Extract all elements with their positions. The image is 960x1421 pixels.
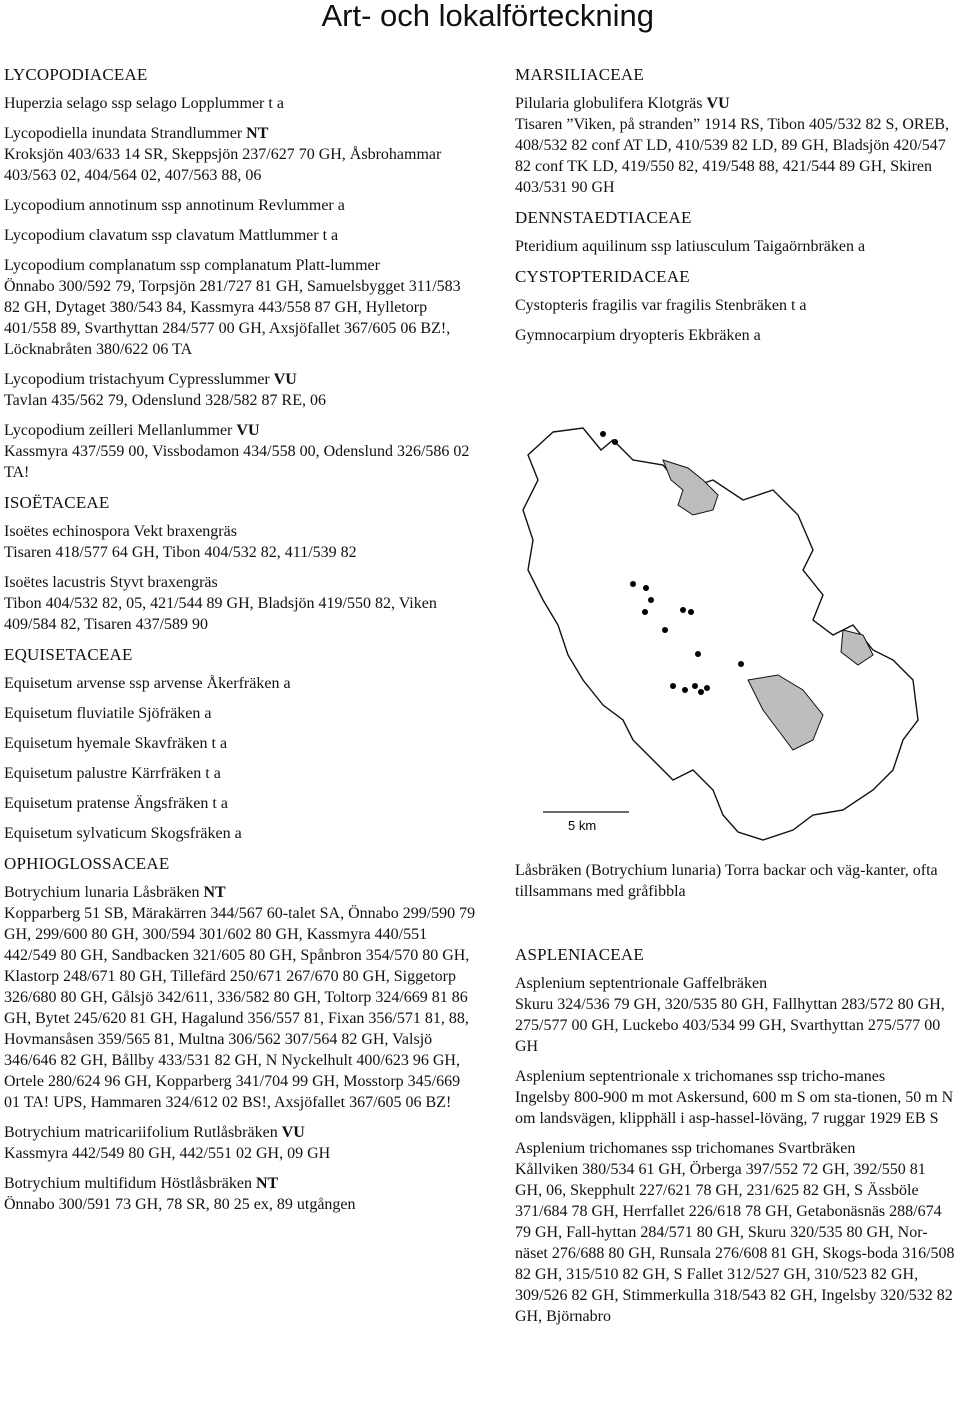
species-entry — [4, 703, 479, 724]
species-entry — [515, 93, 955, 198]
lake-south — [748, 675, 823, 750]
taxon-name: Botrychium multifidum Höstlåsbräken — [4, 1175, 256, 1192]
occurrence-dot — [738, 661, 744, 667]
occurrence-dot — [688, 609, 694, 615]
family-heading: LYCOPODIACEAE — [4, 65, 148, 84]
locality-records: Önnabo 300/591 73 GH, 78 SR, 80 25 ex, 89 utgången — [4, 1196, 356, 1213]
species-entry — [515, 1138, 955, 1327]
species-entry — [515, 236, 955, 257]
locality-records: Skuru 324/536 79 GH, 320/535 80 GH, Fallhyttan 283/572 80 GH, 275/577 00 GH, Luckebo 403/534 99 GH, Svarthyttan 275/577 00 GH — [515, 996, 945, 1055]
taxon-name: Asplenium trichomanes ssp trichomanes Svartbräken — [515, 1140, 856, 1157]
occurrence-dot — [630, 581, 636, 587]
taxon-name: Equisetum fluviatile Sjöfräken a — [4, 705, 212, 722]
species-entry — [515, 295, 955, 316]
taxon-name: Lycopodium clavatum ssp clavatum Mattlummer t a — [4, 227, 339, 244]
occurrence-dot — [670, 683, 676, 689]
distribution-map-svg — [513, 420, 953, 850]
family-heading: CYSTOPTERIDACEAE — [515, 267, 690, 286]
taxon-name: Equisetum arvense ssp arvense Åkerfräken a — [4, 675, 291, 692]
locality-records: Kassmyra 437/559 00, Vissbodamon 434/558 00, Odenslund 326/586 02 TA! — [4, 443, 470, 481]
taxon-name: Equisetum pratense Ängsfräken t a — [4, 795, 228, 812]
taxon-name: Lycopodiella inundata Strandlummer — [4, 125, 247, 142]
taxon-name: Lycopodium tristachyum Cypresslummer — [4, 371, 274, 388]
taxon-name: Pilularia globulifera Klotgräs — [515, 95, 707, 112]
right-column-lower — [515, 938, 955, 1336]
family-heading: ASPLENIACEAE — [515, 945, 644, 964]
taxon-name: Equisetum palustre Kärrfräken t a — [4, 765, 221, 782]
species-entry — [515, 325, 955, 346]
occurrence-dot — [695, 651, 701, 657]
redlist-status: VU — [236, 422, 260, 439]
redlist-status: NT — [246, 125, 269, 142]
taxon-name: Isoëtes echinospora Vekt braxengräs — [4, 523, 237, 540]
taxon-name: Gymnocarpium dryopteris Ekbräken a — [515, 327, 761, 344]
locality-records: Kassmyra 442/549 80 GH, 442/551 02 GH, 09 GH — [4, 1145, 331, 1162]
species-entry — [4, 255, 479, 360]
scale-label: 5 km — [568, 818, 597, 833]
family-heading: OPHIOGLOSSACEAE — [4, 854, 170, 873]
taxon-name: Isoëtes lacustris Styvt braxengräs — [4, 574, 218, 591]
species-entry — [4, 93, 479, 114]
locality-records: Tavlan 435/562 79, Odenslund 328/582 87 RE, 06 — [4, 392, 326, 409]
redlist-status: NT — [203, 884, 226, 901]
family-heading: MARSILIACEAE — [515, 65, 644, 84]
occurrence-dot — [643, 585, 649, 591]
taxon-name: Huperzia selago ssp selago Lopplummer t a — [4, 95, 284, 112]
species-entry — [4, 521, 479, 563]
taxon-name: Botrychium lunaria Låsbräken — [4, 884, 204, 901]
species-entry — [4, 572, 479, 635]
page-title: Art- och lokalförteckning — [321, 0, 654, 33]
species-entry — [515, 973, 955, 1057]
redlist-status: VU — [706, 95, 730, 112]
distribution-map — [513, 420, 953, 850]
family-heading: ISOËTACEAE — [4, 493, 110, 512]
taxon-name: Asplenium septentrionale x trichomanes ssp tricho-manes — [515, 1068, 886, 1085]
redlist-status: VU — [281, 1124, 305, 1141]
locality-records: Önnabo 300/592 79, Torpsjön 281/727 81 GH, Samuelsbygget 311/583 82 GH, Dytaget 380/543 84, Kassmyra 443/558 87 GH, Hylletorp 401/558 89, Svarthyttan 284/577 00 GH, Axsjöfallet 367/605 06 BZ!, Löcknabråten 380/622 06 TA — [4, 278, 461, 358]
family-heading: DENNSTAEDTIACEAE — [515, 208, 692, 227]
taxon-name: Cystopteris fragilis var fragilis Stenbräken t a — [515, 297, 807, 314]
species-entry — [4, 733, 479, 754]
locality-records: Kållviken 380/534 61 GH, Örberga 397/552 72 GH, 392/550 81 GH, 06, Skepphult 227/621 78 GH, 231/625 82 GH, S Ässböle 371/684 78 GH, Herrfallet 226/618 78 GH, Getabonäsnäs 288/674 79 GH, Fall-hyttan 284/571 80 GH, Skuru 320/535 80 GH, Nor-näset 276/688 80 GH, Runsala 276/608 81 GH, Skogs-boda 316/508 82 GH, 315/510 82 GH, S Fallet 312/527 GH, 310/523 82 GH, 309/526 82 GH, Stimmerkulla 318/543 82 GH, Ingelsby 320/532 82 GH, Björnabro — [515, 1161, 955, 1325]
species-entry — [4, 823, 479, 844]
locality-records: Ingelsby 800-900 m mot Askersund, 600 m S om sta-tionen, 50 m N om landsvägen, klipphäll i asp-hassel-löväng, 7 ruggar 1929 EB S — [515, 1089, 954, 1127]
taxon-name: Lycopodium annotinum ssp annotinum Revlummer a — [4, 197, 345, 214]
right-column — [515, 58, 955, 355]
occurrence-dot — [692, 683, 698, 689]
occurrence-dot — [680, 607, 686, 613]
species-entry — [4, 195, 479, 216]
taxon-name: Asplenium septentrionale Gaffelbräken — [515, 975, 768, 992]
taxon-name: Lycopodium complanatum ssp complanatum Platt-lummer — [4, 257, 380, 274]
left-column — [4, 58, 479, 1224]
occurrence-dot — [682, 687, 688, 693]
lake-north — [663, 460, 718, 515]
taxon-name: Botrychium matricariifolium Rutlåsbräken — [4, 1124, 282, 1141]
lake-east — [841, 630, 873, 665]
species-entry — [4, 763, 479, 784]
occurrence-dot — [704, 685, 710, 691]
taxon-name: Lycopodium zeilleri Mellanlummer — [4, 422, 237, 439]
species-entry — [4, 1173, 479, 1215]
occurrence-dot — [698, 689, 704, 695]
occurrence-dot — [648, 597, 654, 603]
redlist-status: VU — [273, 371, 297, 388]
locality-records: Kroksjön 403/633 14 SR, Skeppsjön 237/627 70 GH, Åsbrohammar 403/563 02, 404/564 02, 407/563 88, 06 — [4, 146, 442, 184]
species-entry — [4, 882, 479, 1113]
taxon-name: Pteridium aquilinum ssp latiusculum Taigaörnbräken a — [515, 238, 866, 255]
locality-records: Tisaren 418/577 64 GH, Tibon 404/532 82, 411/539 82 — [4, 544, 357, 561]
species-entry — [4, 420, 479, 483]
redlist-status: NT — [255, 1175, 279, 1192]
species-entry — [4, 1122, 479, 1164]
taxon-name: Equisetum hyemale Skavfräken t a — [4, 735, 228, 752]
locality-records: Tisaren ”Viken, på stranden” 1914 RS, Tibon 405/532 82 S, OREB, 408/532 82 conf AT LD, 410/539 82 LD, 89 GH, Bladsjön 420/547 82 conf TK LD, 419/550 82, 419/548 88, 421/544 89 GH, Skiren 403/531 90 GH — [515, 116, 950, 196]
species-entry — [4, 793, 479, 814]
species-entry — [4, 123, 479, 186]
occurrence-dot — [612, 439, 618, 445]
locality-records: Tibon 404/532 82, 05, 421/544 89 GH, Bladsjön 419/550 82, Viken 409/584 82, Tisaren 437/589 90 — [4, 595, 437, 633]
locality-records: Kopparberg 51 SB, Märakärren 344/567 60-talet SA, Önnabo 299/590 79 GH, 299/600 80 GH, 300/594 301/602 80 GH, Kassmyra 440/551 442/549 80 GH, Sandbacken 321/605 80 GH, Spånbron 354/570 80 GH, Klastorp 248/671 80 GH, Tillefärd 250/671 267/670 80 GH, Siggetorp 326/680 80 GH, Gålsjö 342/611, 336/582 80 GH, Toltorp 324/669 81 86 GH, Bytet 245/620 81 GH, Hagalund 356/557 81, Fixan 356/571 81, 88, Hovmansåsen 359/565 81, Multna 306/562 307/564 82 GH, Valsjö 346/646 82 GH, Bållby 433/531 82 GH, N Nyckelhult 400/623 96 GH, Ortele 280/624 96 GH, Kopparberg 341/704 99 GH, Mosstorp 345/669 01 TA! UPS, Hammaren 324/612 02 BS!, Axsjöfallet 367/605 06 BZ! — [4, 905, 476, 1111]
map-caption: Låsbräken (Botrychium lunaria) Torra backar och väg-kanter, ofta tillsammans med gråfibbla — [515, 862, 938, 900]
species-entry — [515, 1066, 955, 1129]
species-entry — [4, 673, 479, 694]
occurrence-dot — [600, 431, 606, 437]
taxon-name: Equisetum sylvaticum Skogsfräken a — [4, 825, 242, 842]
occurrence-dot — [662, 627, 668, 633]
occurrence-dot — [642, 609, 648, 615]
family-heading: EQUISETACEAE — [4, 645, 133, 664]
species-entry — [4, 225, 479, 246]
species-entry — [4, 369, 479, 411]
